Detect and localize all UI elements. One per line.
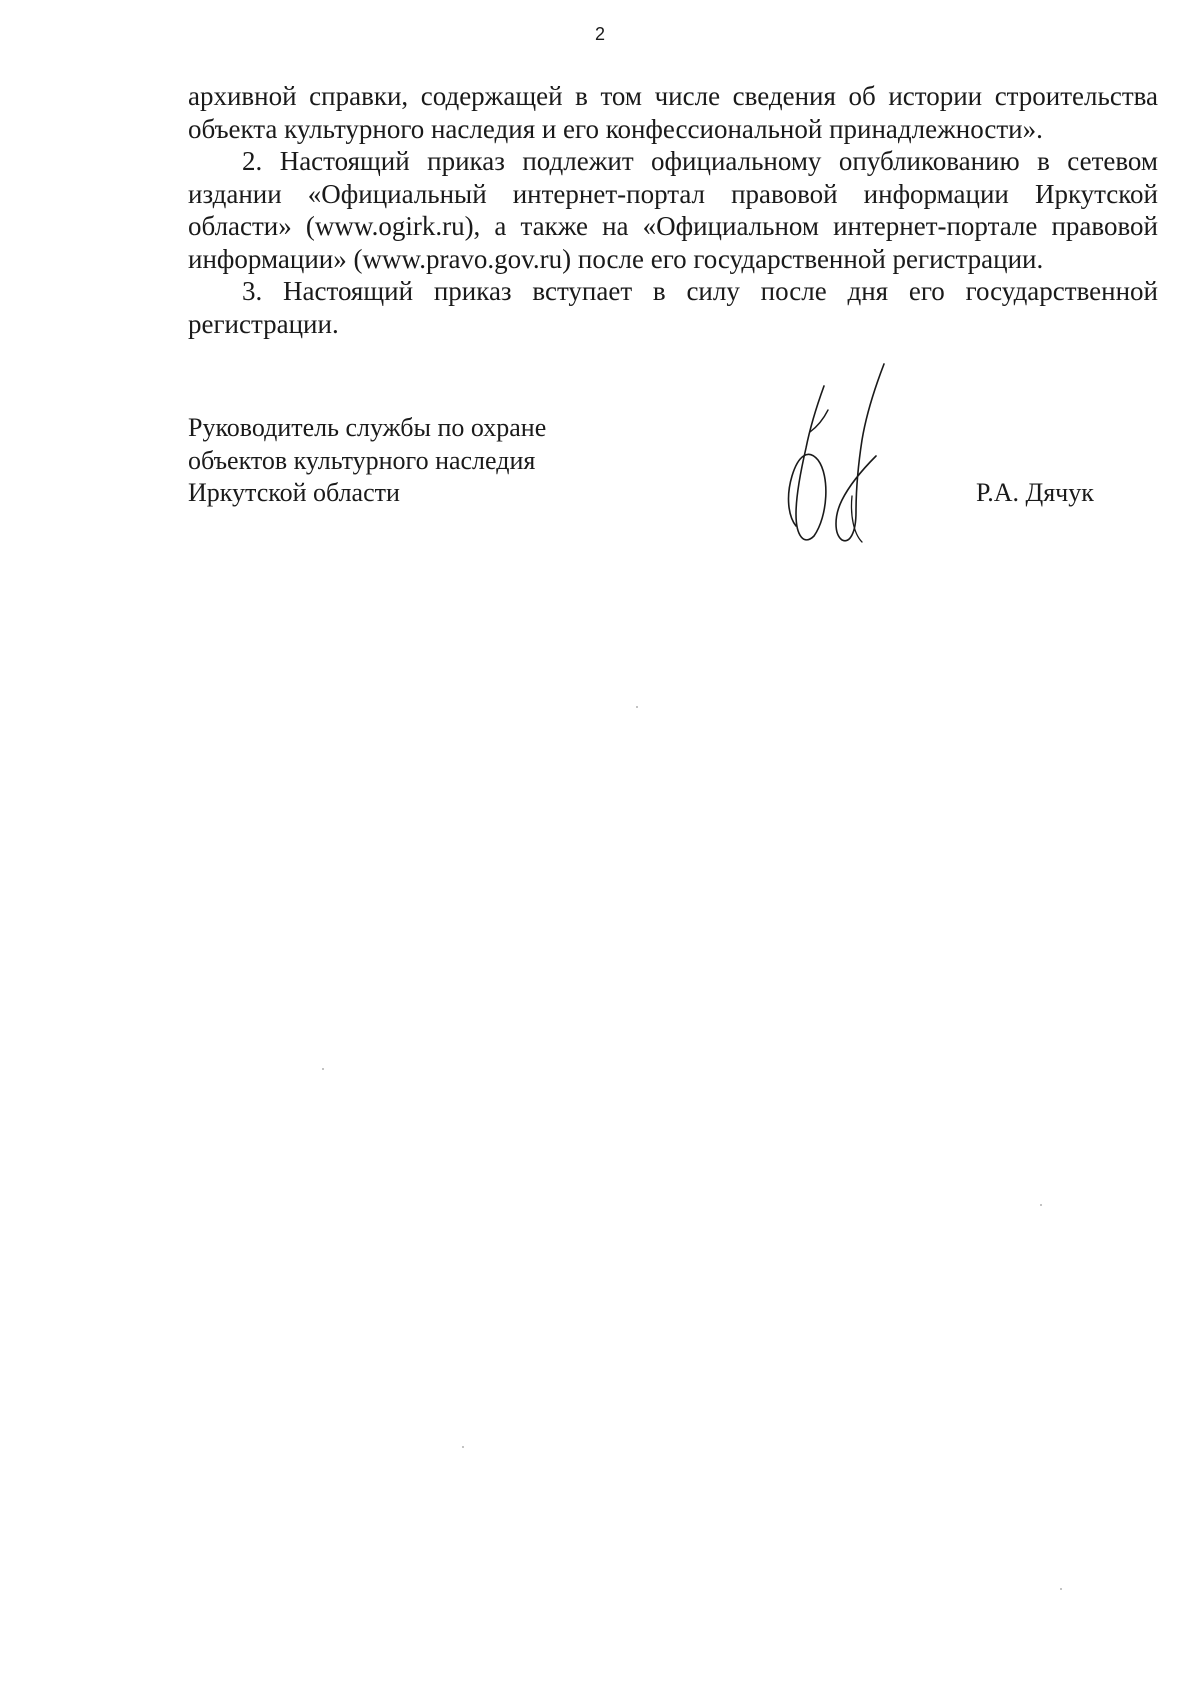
- document-body: [188, 80, 1158, 340]
- signer-position-line: объектов культурного наследия: [188, 445, 536, 475]
- scan-speck: [636, 706, 638, 708]
- scan-speck: [462, 1446, 464, 1448]
- signer-position-line: Иркутской области: [188, 478, 400, 507]
- signer-name: Р.А. Дячук: [976, 478, 1094, 507]
- page-number: 2: [594, 24, 605, 44]
- handwritten-signature: [738, 356, 938, 556]
- scan-speck: [1060, 1588, 1062, 1590]
- signature-block: [188, 412, 1158, 572]
- signer-position-line: Руководитель службы по охране: [188, 413, 547, 442]
- paragraph-publication: 2. Настоящий приказ подлежит официальному опубликованию в сетевом издании «Официальный интернет-портал правовой информации Иркутской области» (www.ogirk.ru), а также на «Официальном интернет-портале правовой информации» (www.pravo.gov.ru) после его государственной регистрации.: [188, 146, 1158, 274]
- scan-speck: [322, 1068, 324, 1070]
- paragraph-effective-date: 3. Настоящий приказ вступает в силу после дня его государственной регистрации.: [188, 276, 1158, 339]
- scan-speck: [1040, 1204, 1042, 1206]
- paragraph-continuation: архивной справки, содержащей в том числе сведения об истории строительства объекта культурного наследия и его конфессиональной принадлежности».: [188, 81, 1158, 144]
- signer-position: [188, 412, 708, 510]
